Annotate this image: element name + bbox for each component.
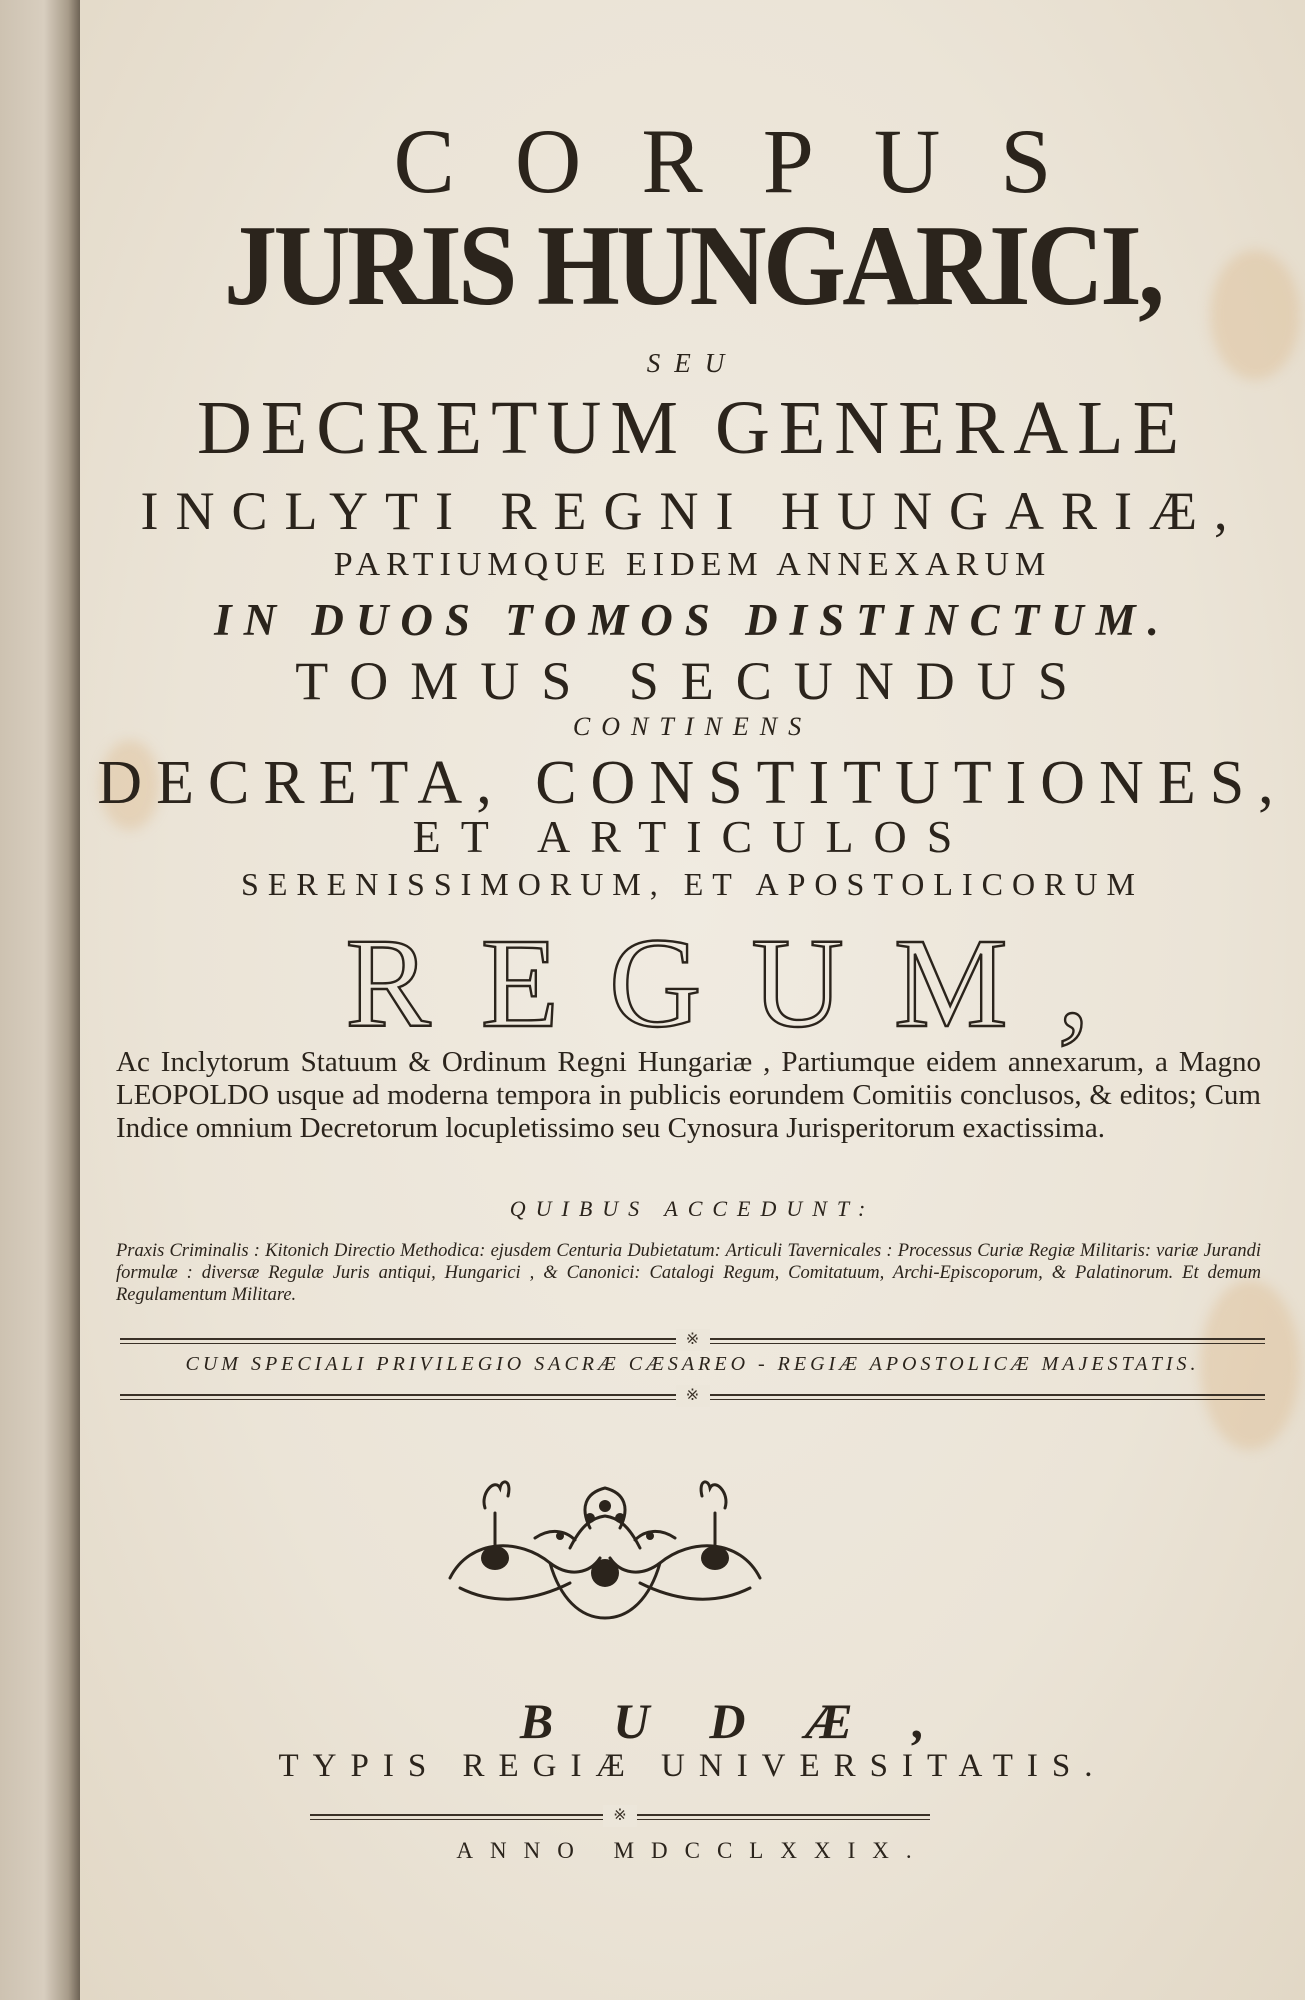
- title-serenissimorum: SERENISSIMORUM, ET APOSTOLICORUM: [241, 866, 1144, 902]
- printers-ornament-icon: [440, 1468, 770, 1628]
- privilege-line: CUM SPECIALI PRIVILEGIO SACRÆ CÆSAREO - REGIÆ APOSTOLICÆ MAJESTATIS.: [185, 1353, 1200, 1375]
- imprint-year: ANNO MDCCLXXIX.: [456, 1838, 929, 1863]
- title-tomus-secundus: TOMUS SECUNDUS: [295, 651, 1090, 711]
- title-page: [80, 0, 1305, 2000]
- title-juris-hungarici: JURIS HUNGARICI,: [223, 202, 1162, 330]
- title-inclyti-regni: INCLYTI REGNI HUNGARIÆ,: [140, 481, 1245, 541]
- title-partiumque: PARTIUMQUE EIDEM ANNEXARUM: [333, 546, 1052, 583]
- title-decreta: DECRETA, CONSTITUTIONES,: [97, 749, 1288, 817]
- imprint-printer: TYPIS REGIÆ UNIVERSITATIS.: [278, 1748, 1107, 1784]
- title-duos-tomos: IN DUOS TOMOS DISTINCTUM.: [214, 595, 1171, 645]
- title-continens: CONTINENS: [572, 712, 813, 741]
- imprint-place: BUDÆ,: [519, 1693, 986, 1749]
- rule-ornament-icon: ※: [120, 1336, 1265, 1346]
- title-et-articulos: ET ARTICULOS: [412, 811, 973, 862]
- title-seu: SEU: [646, 348, 739, 378]
- description-paragraph: Ac Inclytorum Statuum & Ordinum Regni Hungariæ , Partiumque eidem annexarum, a Magno LEOPOLDO usque ad moderna tempora in publicis eorundem Comitiis conclusos, & editos; Cum Indice omnium Decretorum locupletissimo seu Cynosura Jurisperitorum exactissima.: [116, 1046, 1261, 1144]
- quibus-accedunt-heading: QUIBUS ACCEDUNT:: [509, 1196, 876, 1221]
- book-gutter: [0, 0, 80, 2000]
- rule-ornament-icon: ※: [120, 1392, 1265, 1402]
- title-corpus: CORPUS: [393, 110, 1112, 212]
- title-regum: REGUM,: [345, 912, 1140, 1054]
- title-decretum-generale: DECRETUM GENERALE: [196, 386, 1189, 470]
- rule-ornament-icon: ※: [310, 1812, 930, 1822]
- contents-list: Praxis Criminalis : Kitonich Directio Methodica: ejusdem Centuria Dubietatum: Articuli Tavernicales : Processus Curiæ Regiæ Militaris: variæ Jurandi formulæ : diversæ Regulæ Juris antiqui, Hungarici , & Canonici: Catalogi Regum, Comitatuum, Archi-Episcoporum, & Palatinorum. Et demum Regulamentum Militare.: [116, 1241, 1261, 1305]
